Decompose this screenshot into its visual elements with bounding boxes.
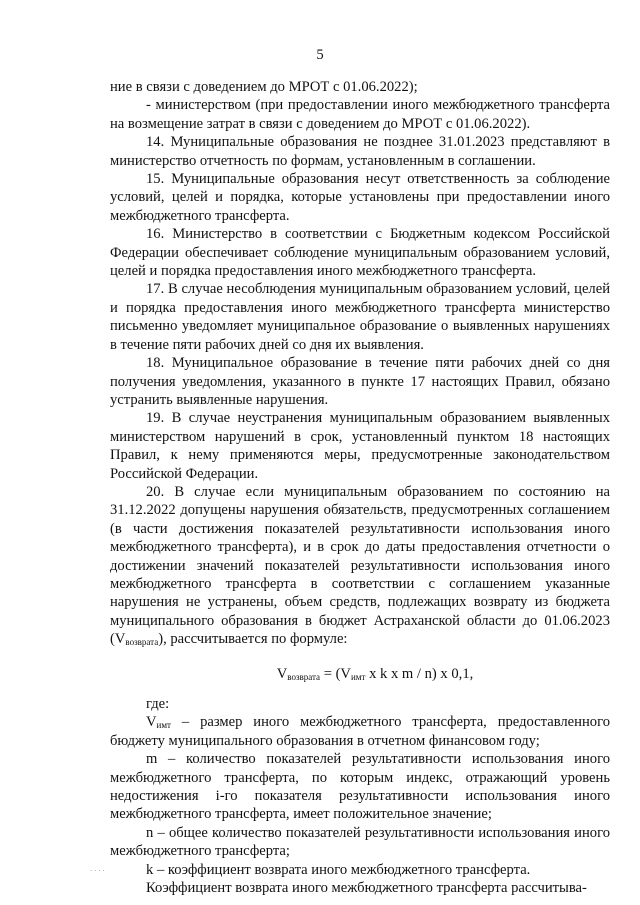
document-body [110, 78, 610, 897]
formula-rest: x k x m / n) x 0,1, [365, 665, 474, 682]
paragraph-continuation: ние в связи с доведением до МРОТ с 01.06.2022); [110, 79, 418, 95]
formula-lhs: V [276, 665, 288, 682]
definition-m: m – количество показателей результативности использования иного межбюджетного трансферта, по которым индекс, отражающий уровень недостижения i-го показателя результативности использования иного межбюджетного трансферта, имеет положительное значение; [110, 751, 610, 823]
paragraph-18: 18. Муниципальное образование в течение пяти рабочих дней со дня получения уведомления, указанного в пункте 17 настоящих Правил, обязано устранить выявленные нарушения. [110, 355, 610, 408]
paragraph-ministry-item: - министерством (при предоставлении иного межбюджетного трансферта на возмещение затрат в связи с доведением до МРОТ с 01.06.2022). [110, 97, 610, 132]
formula [110, 665, 610, 683]
paragraph-20-text: 20. В случае если муниципальным образованием по состоянию на 31.12.2022 допущены нарушения обязательств, предусмотренных соглашением (в части достижения показателей результативности использования иного межбюджетного трансферта), и в срок до даты предоставления отчетности о достижении значений показателей результативности использования иного межбюджетного трансферта в соответствии с соглашением указанные нарушения не устранены, объем средств, подлежащих возврату из бюджета муниципального образования в бюджет Астраханской области до 01.06.2023 [110, 483, 610, 629]
vimt-text: – размер иного межбюджетного трансферта, предоставленного бюджету муниципального образования в отчетном финансовом году; [110, 714, 610, 749]
vreturn-symbol: V [114, 631, 126, 648]
paragraph-20-tail: ), рассчитывается по формуле: [158, 631, 348, 648]
formula-lhs-subscript: возврата [287, 671, 321, 682]
paragraph-14: 14. Муниципальные образования не позднее 31.01.2023 представляют в министерство отчетность по формам, установленным в соглашении. [110, 134, 610, 169]
definition-vimt [110, 713, 610, 750]
paragraph-15: 15. Муниципальные образования несут ответственность за соблюдение условий, целей и порядка, которые установлены при предоставлении иного межбюджетного трансферта. [110, 171, 610, 224]
paragraph-17: 17. В случае несоблюдения муниципальным образованием условий, целей и порядка предоставления иного межбюджетного трансферта министерство письменно уведомляет муниципальное образование о выявленных нарушениях в течение пяти рабочих дней со дня их выявления. [110, 281, 610, 353]
paragraph-19: 19. В случае неустранения муниципальным образованием выявленных министерством нарушений в срок, установленный пунктом 18 настоящих Правил, к нему применяются меры, предусмотренные законодательством Российской Федерации. [110, 410, 610, 482]
definition-n: n – общее количество показателей результативности использования иного межбюджетного трансферта; [110, 824, 610, 860]
vreturn-subscript: возврата [125, 637, 159, 648]
paragraph-coefficient: Коэффициент возврата иного межбюджетного трансферта рассчитыва- [146, 880, 587, 897]
formula-vimt-subscript: имт [350, 671, 366, 682]
paragraph-16: 16. Министерство в соответствии с Бюджетным кодексом Российской Федерации обеспечивает соблюдение муниципальным образованием условий, целей и порядка предоставления иного межбюджетного трансферта. [110, 226, 610, 280]
vimt-symbol: V [146, 714, 157, 731]
footer-mark: · · · · [90, 867, 105, 875]
vimt-subscript: имт [156, 720, 171, 731]
page-number: 5 [316, 47, 324, 63]
where-label: где: [146, 696, 170, 712]
definition-k: k – коэффициент возврата иного межбюджетного трансферта. [146, 861, 531, 878]
paragraph-20: 20. В случае если муниципальным образованием по состоянию на 31.12.2022 допущены нарушения обязательств, предусмотренных соглашением (в части достижения показателей результативности использования иного межбюджетного трансферта), и в срок до даты предоставления отчетности о достижении значений показателей результативности использования иного межбюджетного трансферта в соответствии с соглашением указанные нарушения не устранены, объем средств, подлежащих возврату из бюджета муниципального образования в бюджет Астраханской области до 01.06.2023 $(V_{возврата})$, рассчитывается по формуле: [110, 483, 610, 648]
formula-eq: = (V [320, 665, 351, 682]
